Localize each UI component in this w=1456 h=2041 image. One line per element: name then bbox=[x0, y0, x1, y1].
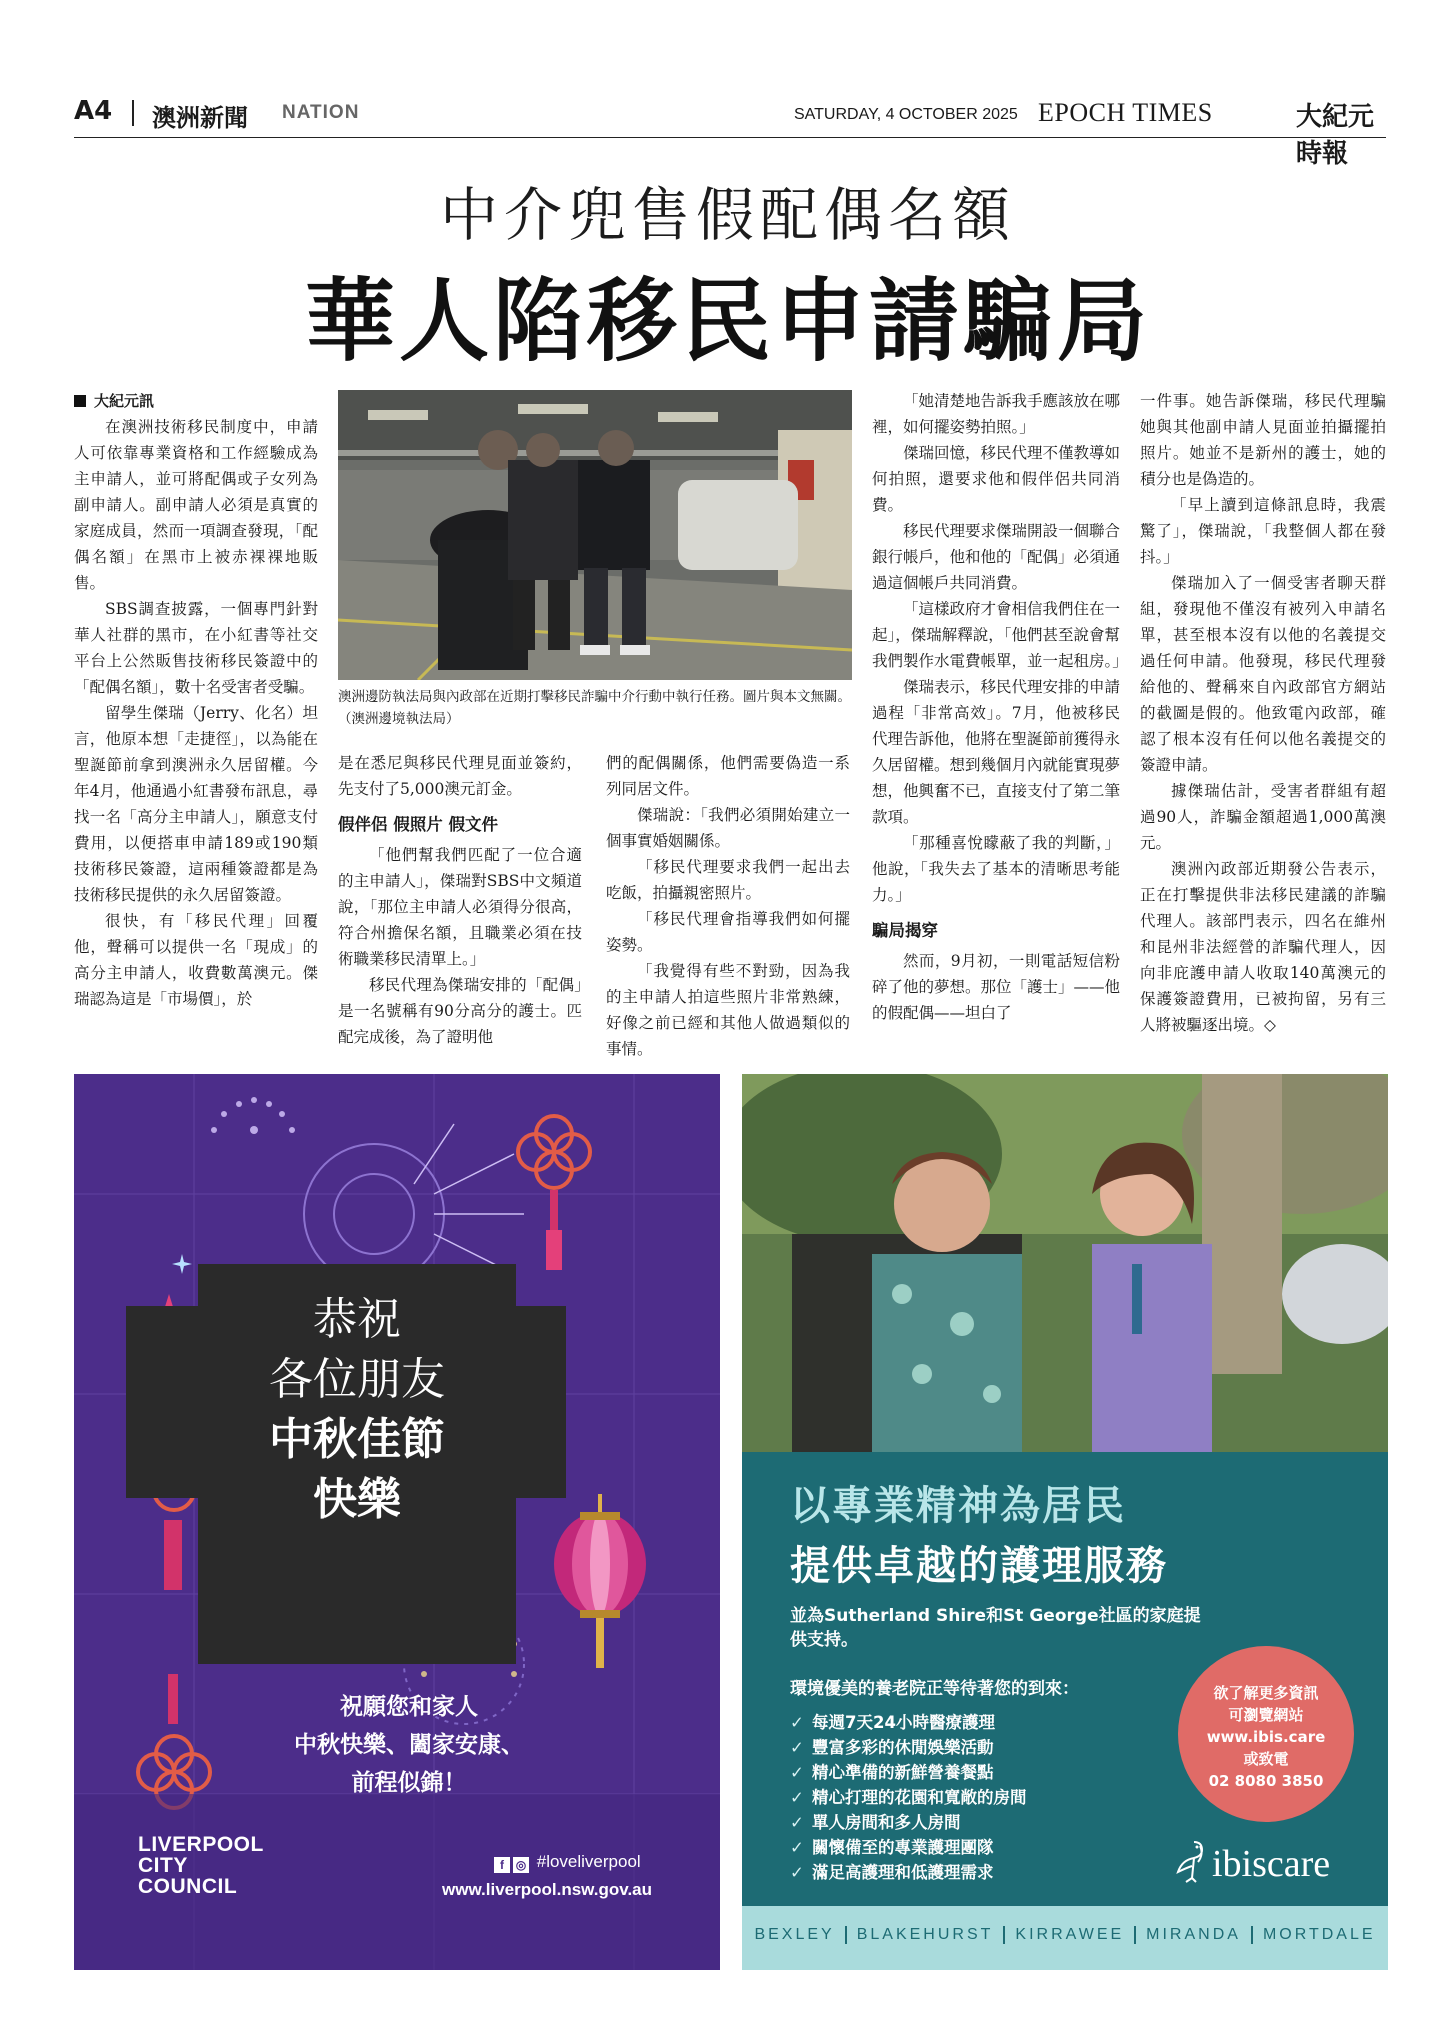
headline-kicker: 中介兜售假配偶名額 bbox=[439, 181, 1016, 249]
feature-item: ✓ 精心準備的新鮮營養餐點 bbox=[790, 1760, 1027, 1785]
council-logo-line: COUNCIL bbox=[138, 1875, 238, 1898]
location-item: KIRRAWEE bbox=[1003, 1926, 1134, 1944]
ad-headline-2: 提供卓越的護理服務 bbox=[790, 1542, 1168, 1589]
greeting-line: 恭祝 bbox=[313, 1294, 401, 1345]
ibiscare-ad[interactable] bbox=[742, 1074, 1388, 1970]
wish-message bbox=[244, 1688, 574, 1802]
council-website-link[interactable]: www.liverpool.nsw.gov.au bbox=[442, 1880, 653, 1899]
location-item: MORTDALE bbox=[1251, 1926, 1386, 1944]
contact-line: 欲了解更多資訊 bbox=[1213, 1684, 1319, 1702]
feature-item: ✓ 每週7天24小時醫療護理 bbox=[790, 1710, 1027, 1735]
feature-item: ✓ 豐富多彩的休閒娛樂活動 bbox=[790, 1735, 1027, 1760]
masthead-zh: 大紀元時報 bbox=[1296, 102, 1375, 169]
byline: 大紀元訊 bbox=[74, 388, 318, 414]
check-icon: ✓ bbox=[790, 1838, 804, 1857]
greeting-text bbox=[198, 1290, 516, 1530]
paragraph: 據傑瑞估計，受害者群組有超過90人，詐騙金額超過1,000萬澳元。 bbox=[1140, 782, 1386, 852]
council-logo bbox=[138, 1834, 264, 1897]
feature-list bbox=[790, 1710, 1027, 1885]
paragraph: 「我覺得有些不對勁，因為我的主申請人拍這些照片非常熟練，好像之前已經和其他人做過類似的事情。 bbox=[606, 962, 850, 1058]
section-name-en: NATION bbox=[282, 102, 360, 123]
subheading: 騙局揭穿 bbox=[872, 921, 938, 940]
check-icon: ✓ bbox=[790, 1813, 804, 1832]
article-column-3 bbox=[606, 750, 850, 1062]
check-icon: ✓ bbox=[790, 1763, 804, 1782]
paragraph: 很快，有「移民代理」回覆他，聲稱可以提供一名「現成」的高分主申請人，收費數萬澳元。傑瑞認為這是「市場價」，於 bbox=[74, 912, 318, 1008]
news-photo bbox=[338, 390, 852, 680]
paragraph: 留學生傑瑞（Jerry、化名）坦言，他原本想「走捷徑」，以為能在聖誕節前拿到澳洲永久居留權。今年4月，他通過小紅書發布訊息，尋找一名「高分主申請人」，願意支付費用，以便搭車申請189或190類技術移民簽證，這兩種簽證都是為技術移民提供的永久居留簽證。 bbox=[74, 704, 318, 904]
paragraph: 在澳洲技術移民制度中，申請人可依靠專業資格和工作經驗成為主申請人，並可將配偶或子女列為副申請人。副申請人必須是真實的家庭成員，然而一項調查發現，「配偶名額」在黑市上被赤裸裸地販售。 bbox=[74, 418, 318, 592]
ibiscare-logo-text: ibiscare bbox=[1212, 1843, 1331, 1885]
ad-environment-line: 環境優美的養老院正等待著您的到來： bbox=[790, 1679, 1079, 1699]
feature-item: ✓ 關懷備至的專業護理團隊 bbox=[790, 1835, 1027, 1860]
ad-subline: 並為Sutherland Shire和St George社區的家庭提供支持。 bbox=[790, 1606, 1201, 1650]
ad-photo-residents bbox=[742, 1074, 1388, 1452]
council-logo-line: CITY bbox=[138, 1854, 188, 1877]
article-column-1 bbox=[74, 388, 318, 1012]
paragraph: 傑瑞說：「我們必須開始建立一個事實婚姻關係。 bbox=[606, 806, 850, 850]
facebook-icon[interactable]: f bbox=[494, 1857, 510, 1873]
photo-caption: 澳洲邊防執法局與內政部在近期打擊移民詐騙中介行動中執行任務。圖片與本文無關。（澳洲邊境執法局） bbox=[338, 689, 851, 727]
check-icon: ✓ bbox=[790, 1738, 804, 1757]
hashtag-text: #loveliverpool bbox=[536, 1852, 641, 1871]
contact-info-circle[interactable] bbox=[1178, 1646, 1354, 1822]
paragraph: 移民代理為傑瑞安排的「配偶」是一名號稱有90分高分的護士。匹配完成後，為了證明他 bbox=[338, 976, 582, 1046]
paragraph: 們的配偶關係，他們需要偽造一系列同居文件。 bbox=[606, 754, 850, 798]
paragraph: 「那種喜悅矇蔽了我的判斷，」他說，「我失去了基本的清晰思考能力。」 bbox=[872, 834, 1120, 904]
location-item: BLAKEHURST bbox=[845, 1926, 1004, 1944]
greeting-line-bold: 快樂 bbox=[313, 1474, 401, 1525]
page-number: A4 bbox=[74, 96, 113, 126]
issue-date: SATURDAY, 4 OCTOBER 2025 bbox=[794, 106, 1018, 123]
paragraph: 「移民代理要求我們一起出去吃飯，拍攝親密照片。 bbox=[606, 858, 850, 902]
feature-item: ✓ 滿足高護理和低護理需求 bbox=[790, 1860, 1027, 1885]
greeting-line: 各位朋友 bbox=[269, 1354, 445, 1405]
paragraph: SBS調查披露，一個專門針對華人社群的黑市，在小紅書等社交平台上公然販售技術移民簽證中的「配偶名額」，數十名受害者受騙。 bbox=[74, 600, 318, 696]
ibiscare-logo bbox=[1172, 1838, 1330, 1886]
page-header bbox=[74, 90, 1386, 169]
article-column-2 bbox=[338, 750, 582, 1050]
paragraph: 移民代理要求傑瑞開設一個聯合銀行帳戶，他和他的「配偶」必須通過這個帳戶共同消費。 bbox=[872, 522, 1121, 592]
location-item: BEXLEY bbox=[754, 1926, 835, 1943]
check-icon: ✓ bbox=[790, 1863, 804, 1882]
paragraph: 「早上讀到這條訊息時，我震驚了」，傑瑞說，「我整個人都在發抖。」 bbox=[1140, 496, 1386, 566]
ibis-bird-icon bbox=[1172, 1838, 1206, 1884]
paragraph: 澳洲內政部近期發公告表示，正在打擊提供非法移民建議的詐騙代理人。該部門表示，四名在維州和昆州非法經營的詐騙代理人，因向非庇護申請人收取140萬澳元的保護簽證費用，已被拘留，另有三人將被驅逐出境。◇ bbox=[1140, 860, 1386, 1034]
headline-main: 華人陷移民申請騙局 bbox=[305, 268, 1151, 374]
byline-square-icon bbox=[74, 395, 86, 407]
contact-website[interactable]: www.ibis.care bbox=[1206, 1728, 1326, 1746]
check-icon: ✓ bbox=[790, 1788, 804, 1807]
paragraph: 然而，9月初，一則電話短信粉碎了他的夢想。那位「護士」——他的假配偶——坦白了 bbox=[872, 952, 1121, 1022]
feature-item: ✓ 單人房間和多人房間 bbox=[790, 1810, 1027, 1835]
liverpool-council-ad[interactable] bbox=[74, 1074, 720, 1970]
paragraph: 是在悉尼與移民代理見面並簽約，先支付了5,000澳元訂金。 bbox=[338, 754, 582, 798]
ad-headline-1: 以專業精神為居民 bbox=[790, 1482, 1126, 1529]
subheading: 假伴侶 假照片 假文件 bbox=[338, 815, 498, 834]
article-column-5 bbox=[1140, 388, 1386, 1038]
locations-bar bbox=[742, 1906, 1388, 1970]
paragraph: 「這樣政府才會相信我們住在一起」，傑瑞解釋說，「他們甚至說會幫我們製作水電費帳單，並一起租房。」 bbox=[872, 600, 1128, 670]
paragraph: 傑瑞回憶，移民代理不僅教導如何拍照，還要求他和假伴侶共同消費。 bbox=[872, 444, 1121, 514]
greeting-line-bold: 中秋佳節 bbox=[269, 1414, 445, 1465]
instagram-icon[interactable]: ◎ bbox=[513, 1857, 529, 1873]
section-name-zh: 澳洲新聞 bbox=[152, 104, 248, 132]
paragraph: 「移民代理會指導我們如何擺姿勢。 bbox=[606, 910, 850, 954]
header-divider bbox=[132, 100, 134, 126]
council-logo-line: LIVERPOOL bbox=[138, 1833, 264, 1856]
wish-line: 中秋快樂、闔家安康、 bbox=[294, 1732, 524, 1758]
contact-phone[interactable]: 02 8080 3850 bbox=[1208, 1772, 1324, 1790]
paragraph: 一件事。她告訴傑瑞，移民代理騙她與其他副申請人見面並拍攝擺拍照片。她並不是新州的護士，她的積分也是偽造的。 bbox=[1140, 392, 1386, 488]
article-column-4 bbox=[872, 388, 1128, 1026]
paragraph: 「她清楚地告訴我手應該放在哪裡，如何擺姿勢拍照。」 bbox=[872, 392, 1121, 436]
wish-line: 祝願您和家人 bbox=[340, 1694, 478, 1720]
masthead-en: EPOCH TIMES bbox=[1038, 98, 1213, 127]
paragraph: 傑瑞表示，移民代理安排的申請過程「非常高效」。7月，他被移民代理告訴他，他將在聖誕節前獲得永久居留權。想到幾個月內就能實現夢想，他興奮不已，直接支付了第二筆款項。 bbox=[872, 678, 1121, 826]
location-item: MIRANDA bbox=[1134, 1926, 1251, 1944]
paragraph: 「他們幫我們匹配了一位合適的主申請人」，傑瑞對SBS中文頻道說，「那位主申請人必須得分很高，符合州擔保名額，且職業必須在技術職業移民清單上。」 bbox=[338, 846, 582, 968]
check-icon: ✓ bbox=[790, 1713, 804, 1732]
feature-item: ✓ 精心打理的花園和寬敞的房間 bbox=[790, 1785, 1027, 1810]
contact-line: 可瀏覽網站 bbox=[1228, 1706, 1304, 1724]
social-handle[interactable] bbox=[494, 1852, 641, 1873]
wish-line: 前程似錦！ bbox=[351, 1770, 467, 1796]
contact-line: 或致電 bbox=[1243, 1750, 1289, 1768]
paragraph: 傑瑞加入了一個受害者聊天群組，發現他不僅沒有被列入申請名單，甚至根本沒有以他的名義提交過任何申請。他發現，移民代理發給他的、聲稱來自內政部官方網站的截圖是假的。他致電內政部，確認了根本沒有任何以他名義提交的簽證申請。 bbox=[1140, 574, 1386, 774]
